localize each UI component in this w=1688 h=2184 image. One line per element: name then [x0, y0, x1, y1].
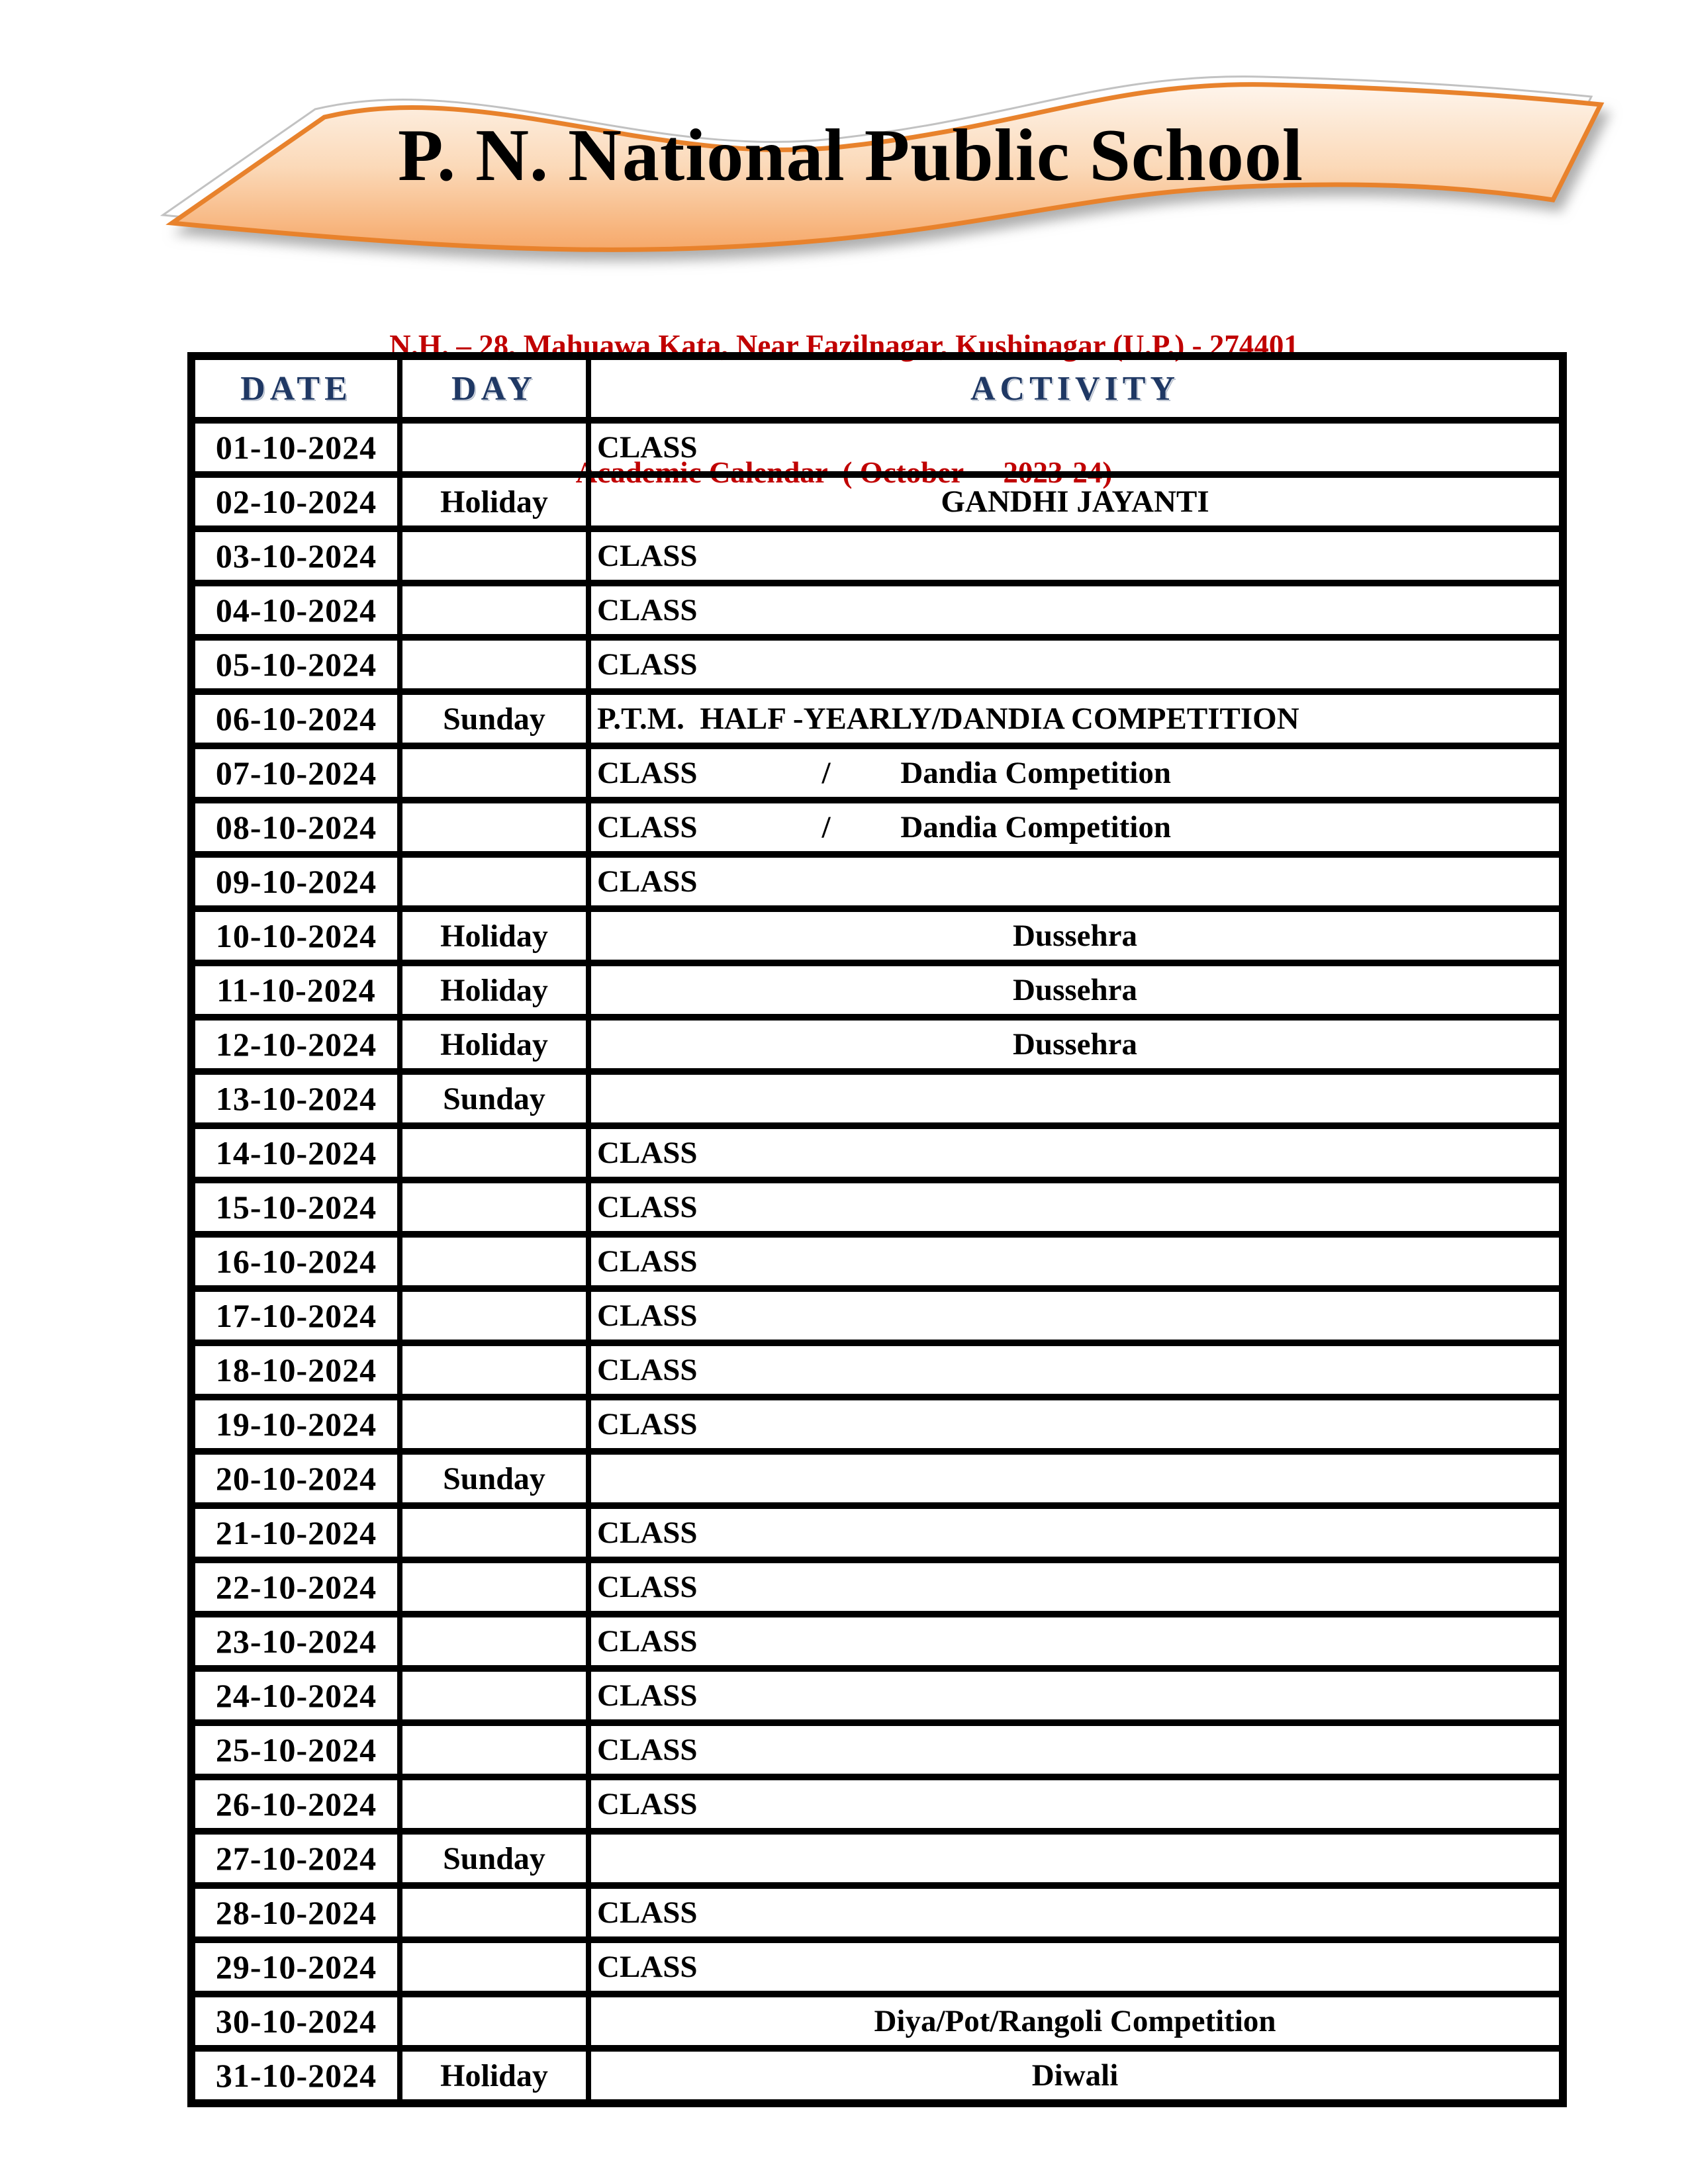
date-cell: 06-10-2024 [191, 692, 400, 746]
day-cell [400, 1723, 588, 1777]
day-cell [400, 1994, 588, 2048]
date-cell: 26-10-2024 [191, 1777, 400, 1831]
date-cell: 04-10-2024 [191, 583, 400, 637]
date-cell: 07-10-2024 [191, 746, 400, 800]
day-cell [400, 583, 588, 637]
table-row [191, 1668, 1563, 1723]
day-cell: Sunday [400, 1831, 588, 1886]
activity-cell: CLASS [588, 1289, 1563, 1343]
activity-cell: Diya/Pot/Rangoli Competition [588, 1994, 1563, 2048]
day-cell: Sunday [400, 692, 588, 746]
activity-cell: CLASS [588, 1343, 1563, 1397]
day-cell [400, 1777, 588, 1831]
date-cell: 01-10-2024 [191, 420, 400, 475]
day-cell [400, 800, 588, 854]
day-cell [400, 1614, 588, 1668]
day-cell [400, 1234, 588, 1289]
table-row [191, 1343, 1563, 1397]
table-row [191, 746, 1563, 800]
column-header-day: DAY [400, 356, 588, 420]
table-row [191, 1451, 1563, 1506]
table-row [191, 1180, 1563, 1234]
academic-calendar-table [187, 352, 1567, 2107]
activity-cell [588, 1831, 1563, 1886]
date-cell: 13-10-2024 [191, 1071, 400, 1126]
table-row [191, 1506, 1563, 1560]
table-row [191, 692, 1563, 746]
day-cell [400, 1940, 588, 1994]
table-row [191, 1234, 1563, 1289]
table-header-row [191, 356, 1563, 420]
day-cell [400, 420, 588, 475]
date-cell: 29-10-2024 [191, 1940, 400, 1994]
table-row [191, 583, 1563, 637]
table-row [191, 475, 1563, 529]
table-row [191, 529, 1563, 583]
table-row [191, 909, 1563, 963]
table-row [191, 1017, 1563, 1071]
day-cell: Holiday [400, 1017, 588, 1071]
date-cell: 21-10-2024 [191, 1506, 400, 1560]
column-header-activity: ACTIVITY [588, 356, 1563, 420]
date-cell: 25-10-2024 [191, 1723, 400, 1777]
activity-cell: CLASS / Dandia Competition [588, 746, 1563, 800]
activity-cell: CLASS [588, 420, 1563, 475]
activity-cell: CLASS / Dandia Competition [588, 800, 1563, 854]
date-cell: 10-10-2024 [191, 909, 400, 963]
table-row [191, 1397, 1563, 1451]
date-cell: 23-10-2024 [191, 1614, 400, 1668]
day-cell [400, 529, 588, 583]
date-cell: 17-10-2024 [191, 1289, 400, 1343]
day-cell: Holiday [400, 963, 588, 1017]
day-cell [400, 637, 588, 692]
date-cell: 19-10-2024 [191, 1397, 400, 1451]
table-row [191, 2048, 1563, 2103]
activity-cell: CLASS [588, 637, 1563, 692]
date-cell: 02-10-2024 [191, 475, 400, 529]
day-cell: Holiday [400, 475, 588, 529]
day-cell [400, 1180, 588, 1234]
date-cell: 28-10-2024 [191, 1886, 400, 1940]
table-row [191, 963, 1563, 1017]
activity-cell: CLASS [588, 1234, 1563, 1289]
table-row [191, 854, 1563, 909]
table-row [191, 1560, 1563, 1614]
table-row [191, 1940, 1563, 1994]
day-cell [400, 1506, 588, 1560]
table-row [191, 420, 1563, 475]
date-cell: 08-10-2024 [191, 800, 400, 854]
date-cell: 31-10-2024 [191, 2048, 400, 2103]
activity-cell: Dussehra [588, 1017, 1563, 1071]
day-cell [400, 1886, 588, 1940]
table-row [191, 1994, 1563, 2048]
activity-cell: CLASS [588, 1777, 1563, 1831]
activity-cell: CLASS [588, 1180, 1563, 1234]
date-cell: 12-10-2024 [191, 1017, 400, 1071]
activity-cell: CLASS [588, 1126, 1563, 1180]
day-cell: Holiday [400, 909, 588, 963]
day-cell: Sunday [400, 1071, 588, 1126]
activity-cell [588, 1071, 1563, 1126]
day-cell [400, 1397, 588, 1451]
calendar-subtitle: Academic Calendar ( October - 2023-24) [575, 456, 1113, 489]
calendar-table-body [191, 420, 1563, 2103]
table-row [191, 637, 1563, 692]
table-row [191, 1777, 1563, 1831]
activity-cell: CLASS [588, 1723, 1563, 1777]
activity-cell: CLASS [588, 1614, 1563, 1668]
table-row [191, 1831, 1563, 1886]
activity-cell: CLASS [588, 529, 1563, 583]
activity-cell: GANDHI JAYANTI [588, 475, 1563, 529]
date-cell: 03-10-2024 [191, 529, 400, 583]
date-cell: 20-10-2024 [191, 1451, 400, 1506]
date-cell: 05-10-2024 [191, 637, 400, 692]
table-row [191, 1289, 1563, 1343]
activity-cell: CLASS [588, 1886, 1563, 1940]
table-row [191, 1886, 1563, 1940]
table-row [191, 1723, 1563, 1777]
date-cell: 11-10-2024 [191, 963, 400, 1017]
day-cell [400, 1289, 588, 1343]
date-cell: 15-10-2024 [191, 1180, 400, 1234]
date-cell: 14-10-2024 [191, 1126, 400, 1180]
day-cell [400, 1126, 588, 1180]
activity-cell: CLASS [588, 854, 1563, 909]
day-cell [400, 1668, 588, 1723]
date-cell: 30-10-2024 [191, 1994, 400, 2048]
table-row [191, 1614, 1563, 1668]
activity-cell: CLASS [588, 1668, 1563, 1723]
date-cell: 22-10-2024 [191, 1560, 400, 1614]
day-cell [400, 1560, 588, 1614]
column-header-date: DATE [191, 356, 400, 420]
date-cell: 18-10-2024 [191, 1343, 400, 1397]
school-name: P. N. National Public School [397, 114, 1304, 197]
date-cell: 09-10-2024 [191, 854, 400, 909]
activity-cell: Dussehra [588, 909, 1563, 963]
table-row [191, 1071, 1563, 1126]
day-cell: Sunday [400, 1451, 588, 1506]
activity-cell: CLASS [588, 583, 1563, 637]
address-line: N.H. – 28, Mahuawa Kata, Near Fazilnagar, Kushinagar (U.P.) - 274401 [389, 329, 1299, 362]
table-row [191, 800, 1563, 854]
activity-cell: CLASS [588, 1560, 1563, 1614]
activity-cell: Dussehra [588, 963, 1563, 1017]
day-cell [400, 1343, 588, 1397]
day-cell [400, 854, 588, 909]
activity-cell: CLASS [588, 1506, 1563, 1560]
activity-cell: P.T.M. HALF -YEARLY/DANDIA COMPETITION [588, 692, 1563, 746]
activity-cell: CLASS [588, 1397, 1563, 1451]
activity-cell: Diwali [588, 2048, 1563, 2103]
table-row [191, 1126, 1563, 1180]
date-cell: 24-10-2024 [191, 1668, 400, 1723]
date-cell: 16-10-2024 [191, 1234, 400, 1289]
date-cell: 27-10-2024 [191, 1831, 400, 1886]
activity-cell [588, 1451, 1563, 1506]
day-cell [400, 746, 588, 800]
activity-cell: CLASS [588, 1940, 1563, 1994]
school-banner [79, 54, 1622, 240]
day-cell: Holiday [400, 2048, 588, 2103]
